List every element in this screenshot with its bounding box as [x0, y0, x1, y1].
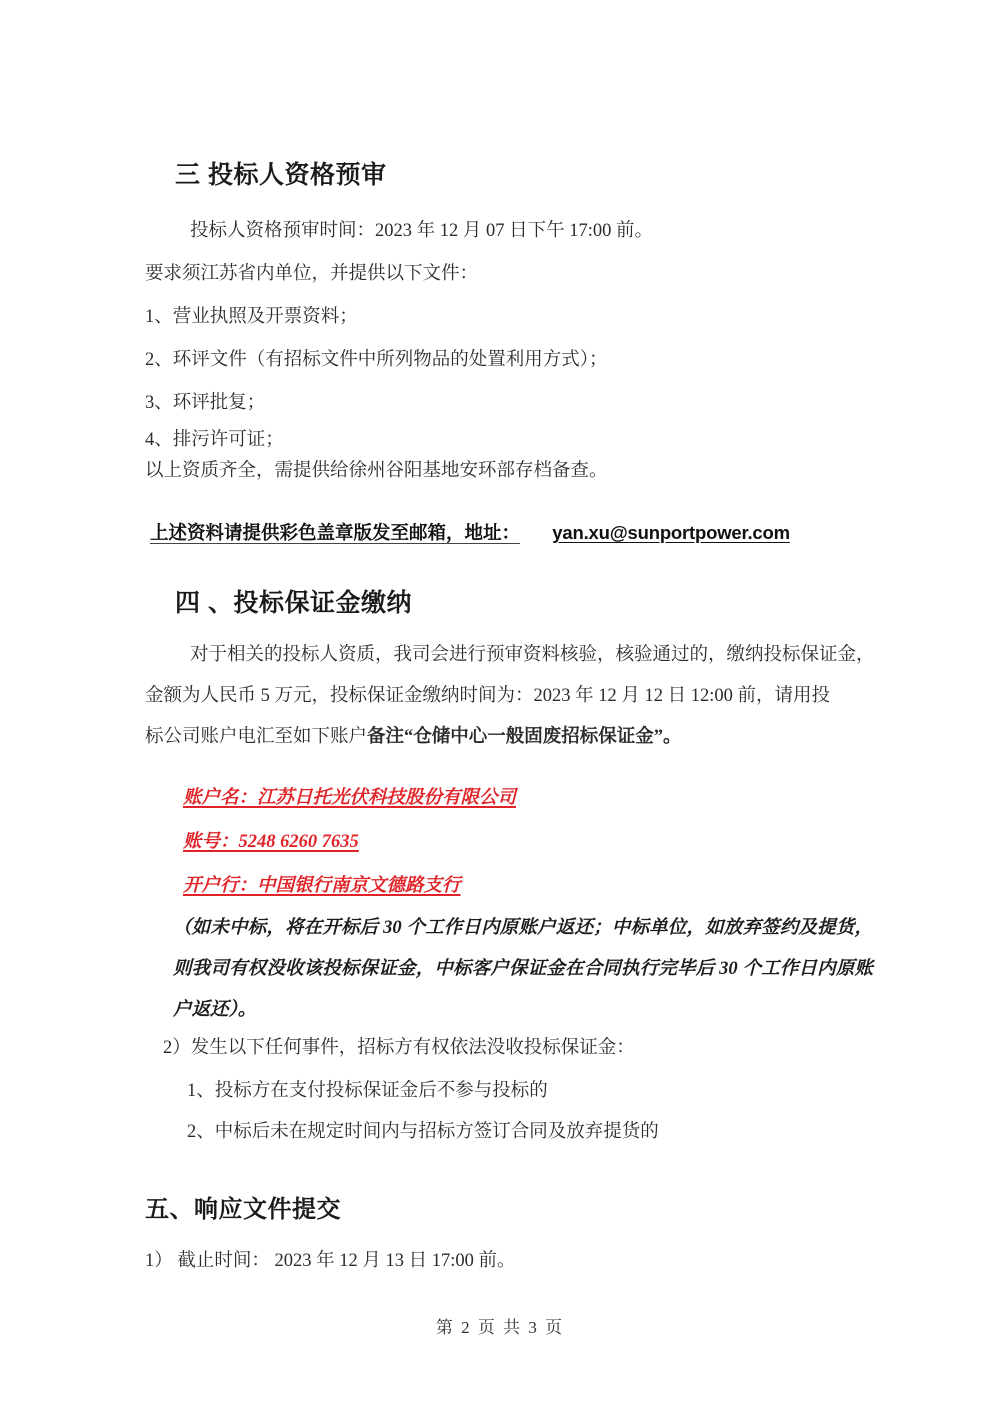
bank-account-name: 账户名：江苏日托光伏科技股份有限公司 — [183, 788, 517, 808]
deposit-refund-note: （如未中标，将在开标后 30 个工作日内原账户返还；中标单位，如放弃签约及提货，则我司有权没收该投标保证金，中标客户保证金在合同执行完毕后 30 个工作日内原账户返还）。 — [173, 918, 873, 1020]
prequalification-time-line: 投标人资格预审时间：2023 年 12 月 07 日下午 17:00 前。 — [190, 221, 654, 241]
deposit-remit-text: 标公司账户电汇至如下账户 — [145, 727, 368, 747]
section-three-heading: 三 投标人资格预审 — [175, 161, 387, 189]
deposit-remark-bold: 备注“仓储中心一般固废招标保证金”。 — [367, 727, 682, 747]
section-four-heading: 四 、投标保证金缴纳 — [175, 589, 412, 617]
page-footer: 第 2 页 共 3 页 — [435, 1318, 565, 1337]
section-five-heading: 五、响应文件提交 — [145, 1196, 341, 1223]
qualification-item-2: 2、环评文件（有招标文件中所列物品的处置利用方式）； — [145, 350, 608, 370]
qualification-item-4: 4、排污许可证； — [145, 430, 284, 450]
deposit-paragraph-line-2: 金额为人民币 5 万元，投标保证金缴纳时间为：2023 年 12 月 12 日 12:00 前，请用投 — [145, 686, 831, 706]
forfeit-item-2: 2、中标后未在规定时间内与招标方签订合同及放弃提货的 — [187, 1122, 659, 1142]
forfeit-item-1: 1、投标方在支付投标保证金后不参与投标的 — [187, 1081, 548, 1101]
qualification-item-3: 3、环评批复； — [145, 393, 266, 413]
deposit-paragraph-line-3 — [145, 728, 682, 747]
email-notice-prefix: 上述资料请提供彩色盖章版发至邮箱，地址： — [150, 522, 521, 543]
deposit-paragraph-line-1: 对于相关的投标人资质，我司会进行预审资料核验，核验通过的，缴纳投标保证金， — [190, 645, 875, 665]
contact-email-link[interactable]: yan.xu@sunportpower.com — [552, 522, 790, 543]
bank-account-number: 账号：5248 6260 7635 — [183, 832, 359, 852]
bank-branch-name: 开户行：中国银行南京文德路支行 — [183, 876, 461, 896]
qualification-closing-line: 以上资质齐全，需提供给徐州谷阳基地安环部存档备查。 — [145, 461, 608, 481]
forfeit-intro-line: 2）发生以下任何事件，招标方有权依法没收投标保证金： — [163, 1038, 635, 1058]
qualification-item-1: 1、营业执照及开票资料； — [145, 307, 358, 327]
email-notice-line — [150, 519, 790, 545]
submission-deadline-line: 1） 截止时间： 2023 年 12 月 13 日 17:00 前。 — [145, 1251, 516, 1271]
prequalification-requirement-line: 要求须江苏省内单位，并提供以下文件： — [145, 264, 479, 284]
